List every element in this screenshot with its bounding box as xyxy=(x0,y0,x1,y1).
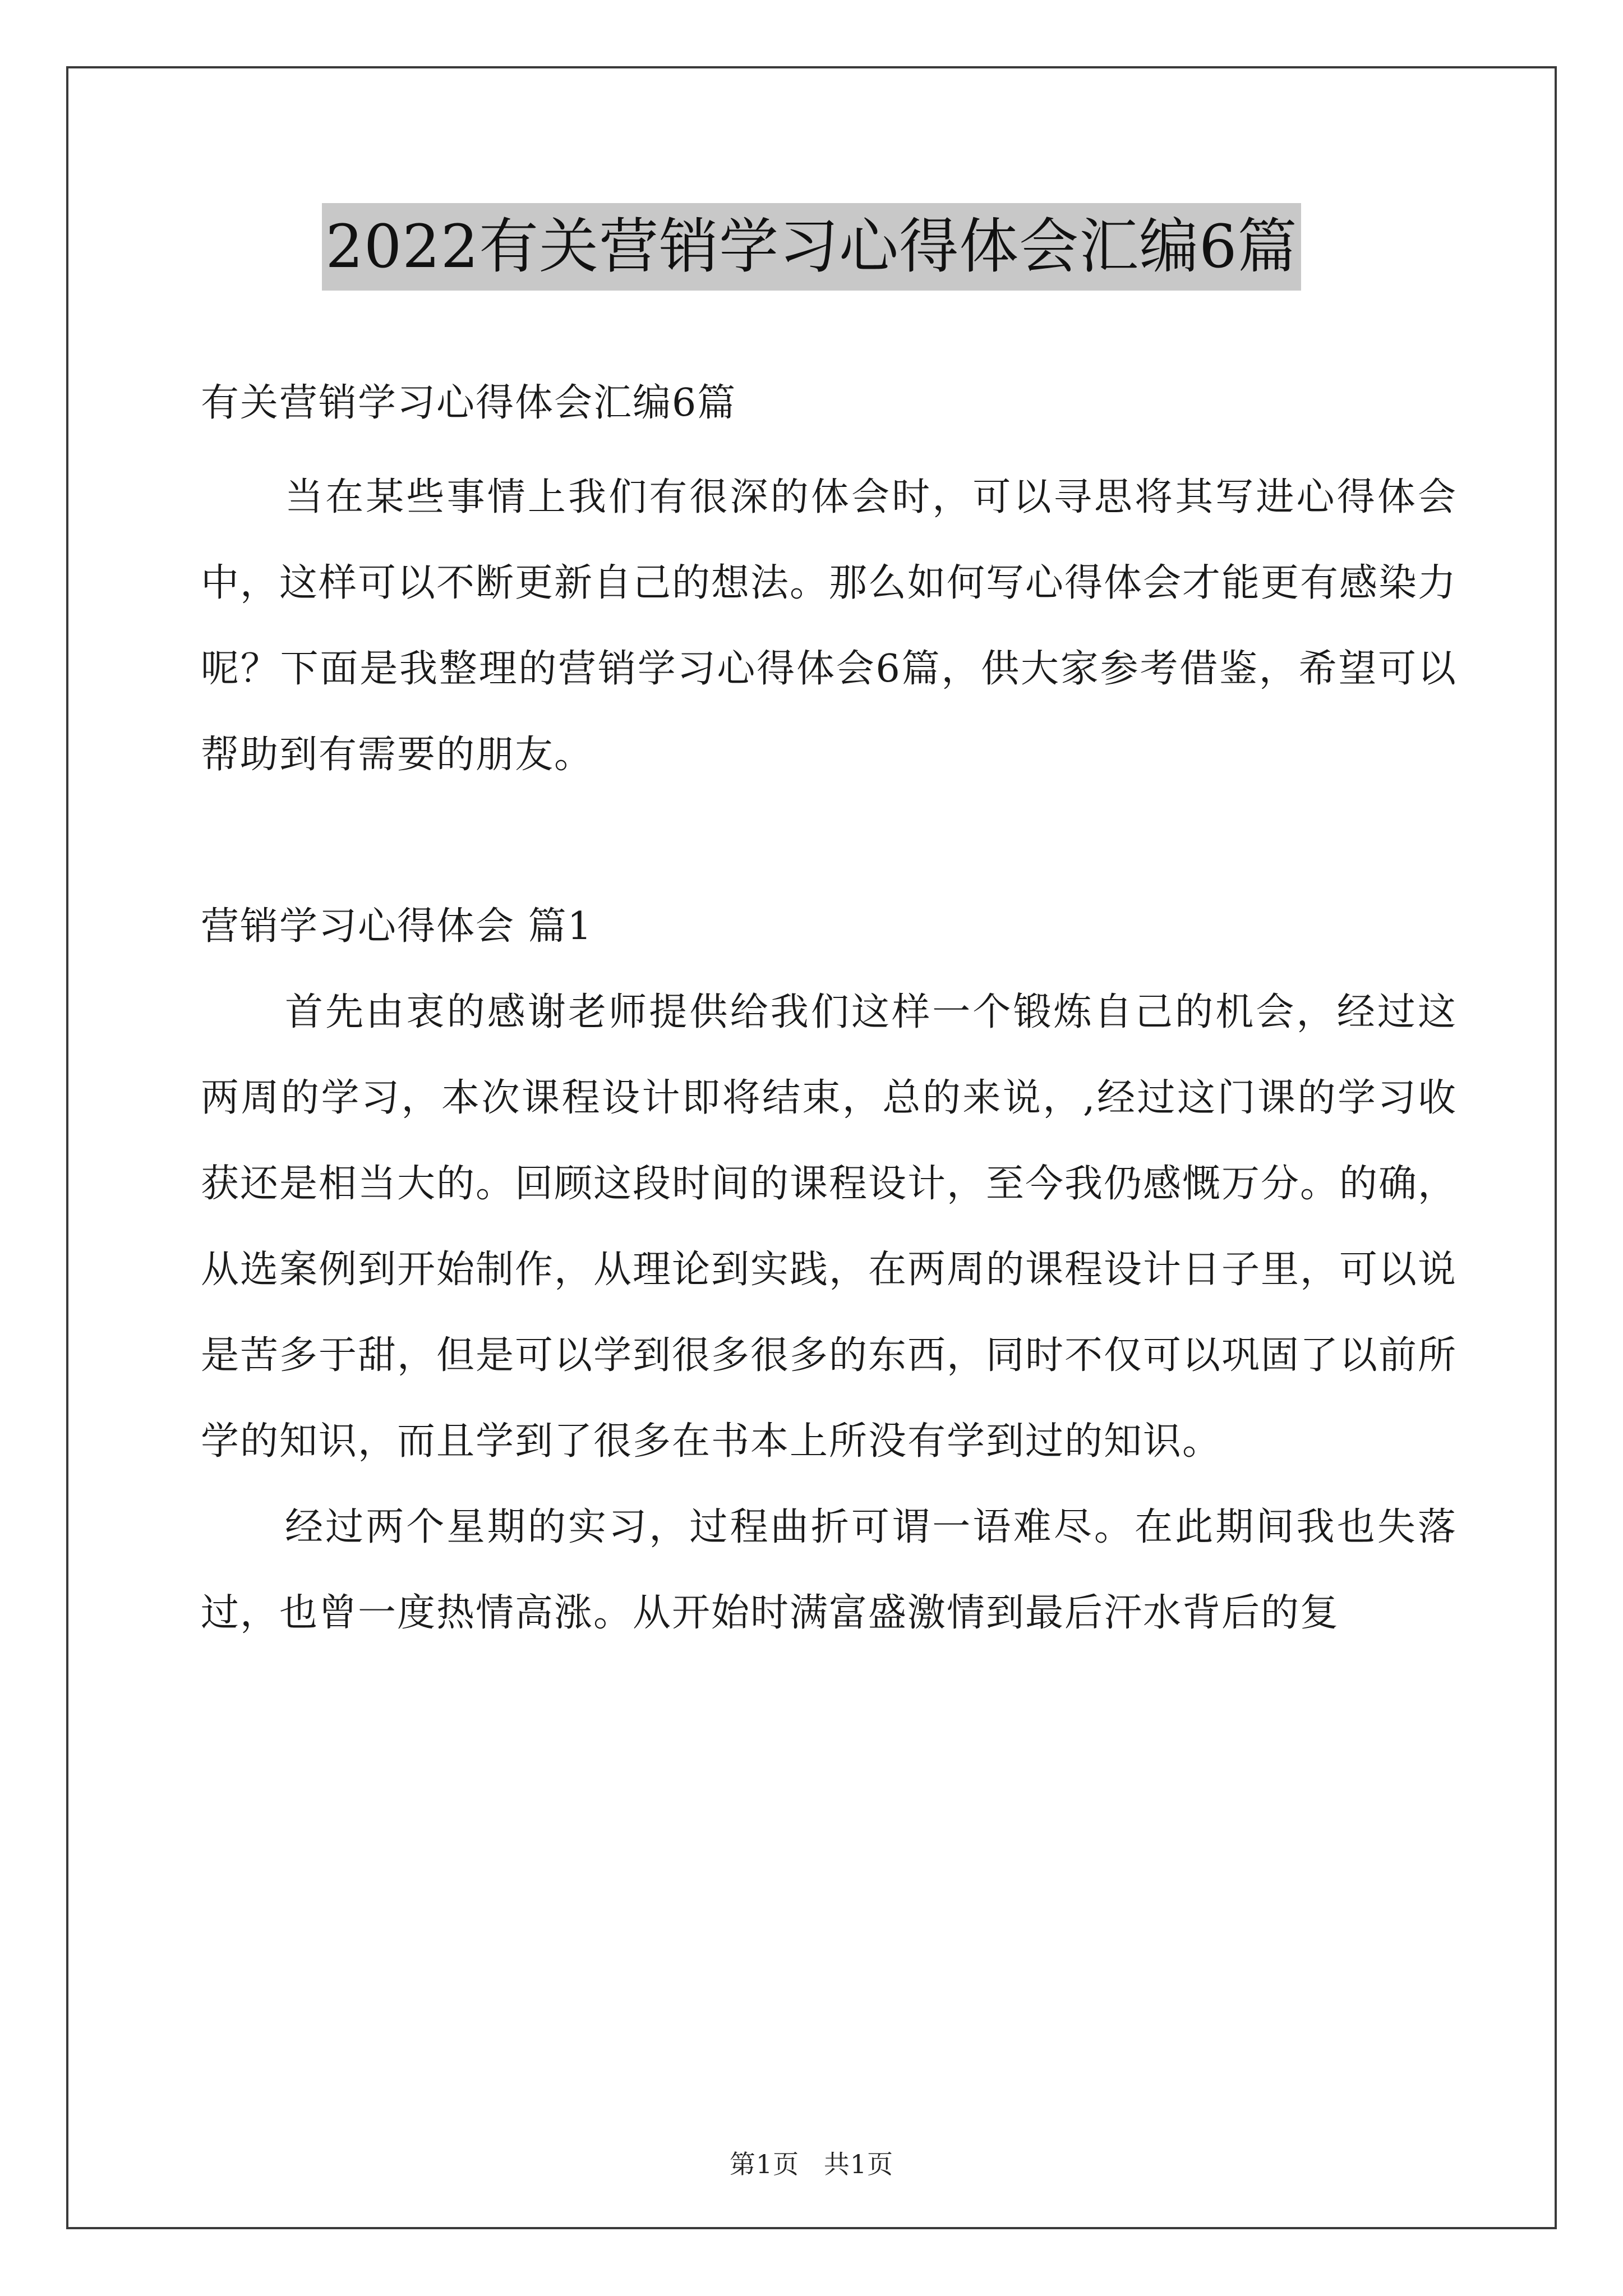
body-paragraph: 经过两个星期的实习，过程曲折可谓一语难尽。在此期间我也失落过，也曾一度热情高涨。从开始时满富盛激情到最后汗水背后的复 xyxy=(201,1505,1457,1635)
page-total: 共1页 xyxy=(823,2149,894,2179)
page-number: 第1页 xyxy=(729,2149,800,2179)
intro-paragraph: 当在某些事情上我们有很深的体会时，可以寻思将其写进心得体会中，这样可以不断更新自己的想法。那么如何写心得体会才能更有感染力呢？下面是我整理的营销学习心得体会6篇，供大家参考借鉴，希望可以帮助到有需要的朋友。 xyxy=(201,475,1458,777)
document-body xyxy=(201,360,1457,1656)
document-title: 2022有关营销学习心得体会汇编6篇 xyxy=(322,203,1301,291)
document-subtitle: 有关营销学习心得体会汇编6篇 xyxy=(201,381,737,425)
body-paragraph: 首先由衷的感谢老师提供给我们这样一个锻炼自己的机会，经过这两周的学习，本次课程设计即将结束，总的来说，,经过这门课的学习收获还是相当大的。回顾这段时间的课程设计，至今我仍感慨万分。的确，从选案例到开始制作，从理论到实践，在两周的课程设计日子里，可以说是苦多于甜，但是可以学到很多很多的东西，同时不仅可以巩固了以前所学的知识，而且学到了很多在书本上所没有学到过的知识。 xyxy=(201,990,1458,1464)
title-container xyxy=(68,203,1555,291)
page-footer xyxy=(68,2144,1555,2181)
section-heading: 营销学习心得体会 篇1 xyxy=(201,904,593,949)
document-page xyxy=(66,66,1557,2229)
